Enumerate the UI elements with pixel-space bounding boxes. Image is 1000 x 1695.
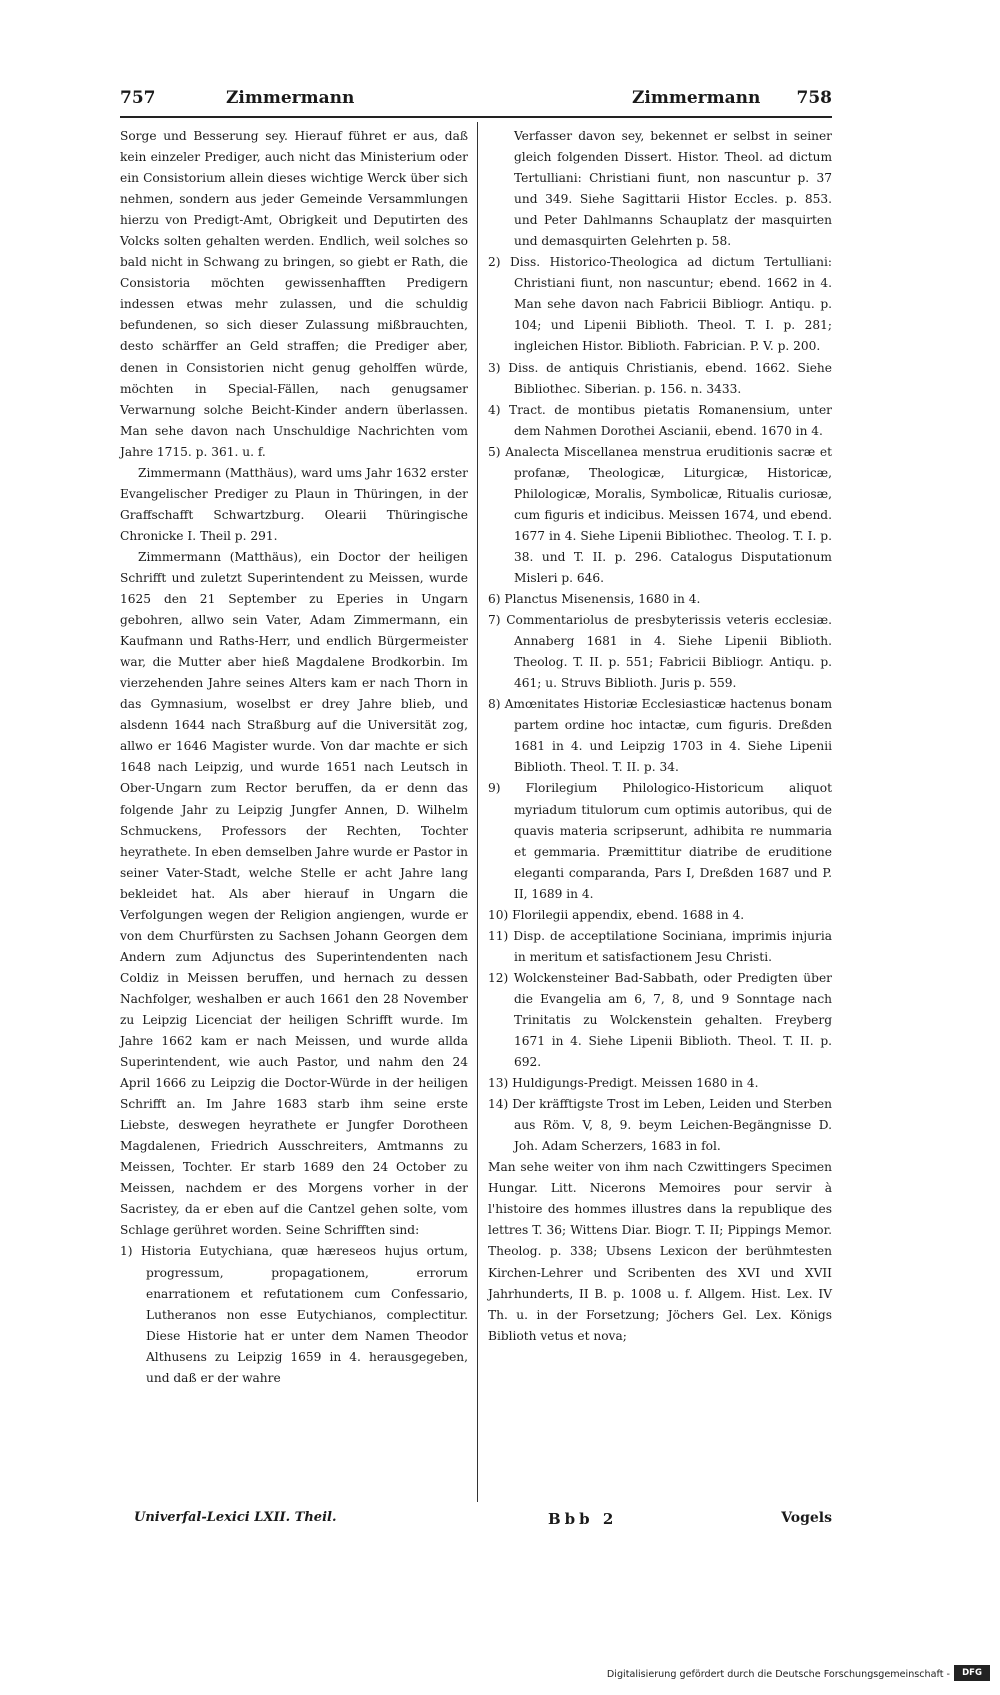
running-header	[120, 82, 832, 116]
page-number-right: 758	[796, 88, 832, 108]
paragraph: Zimmermann (Matthäus), ein Doctor der heiligen Schrifft und zuletzt Superintendent zu Meissen, wurde 1625 den 21 September zu Eperies in Ungarn gebohren, allwo sein Vater, Adam Zimmermann, ein Kaufmann und Raths-Herr, und endlich Bürgermeister war, die Mutter aber hieß Magdalene Brodkorbin. Im vierzehenden Jahre seines Alters kam er nach Thorn in das Gymnasium, woselbst er drey Jahre blieb, und alsdenn 1644 nach Straßburg auf die Universität zog, allwo er 1646 Magister wurde. Von dar machte er sich 1648 nach Leipzig, und wurde 1651 nach Leutsch in Ober-Ungarn zum Rector beruffen, da er denn das folgende Jahr zu Leipzig Jungfer Annen, D. Wilhelm Schmuckens, Professors der Rechten, Tochter heyrathete. In eben demselben Jahre wurde er Pastor in seiner Vater-Stadt, welche Stelle er acht Jahre lang bekleidet hat. Als aber hierauf in Ungarn die Verfolgungen wegen der Religion angiengen, wurde er von dem Churfürsten zu Sachsen Johann Georgen dem Andern zum Adjunctus des Superintendenten nach Coldiz in Meissen beruffen, und hernach zu dessen Nachfolger, weshalben er auch 1661 den 28 November zu Leipzig Licenciat der heiligen Schrifft wurde. Im Jahre 1662 kam er nach Meissen, und wurde allda Superintendent, wie auch Pastor, und nahm den 24 April 1666 zu Leipzig die Doctor-Würde in der heiligen Schrifft an. Im Jahre 1683 starb ihm seine erste Liebste, deswegen heyrathete er Jungfer Dorotheen Magdalenen, Friedrich Ausschreiters, Amtmanns zu Meissen, Tochter. Er starb 1689 den 24 October zu Meissen, nachdem er des Morgens vorher in der Sacristey, da er eben auf die Cantzel gehen solte, vom Schlage gerühret worden. Seine Schrifften sind:	[120, 549, 468, 1238]
bibliography-entry: 6) Planctus Misenensis, 1680 in 4.	[488, 592, 701, 607]
bibliography-entry: 5) Analecta Miscellanea menstrua eruditionis sacræ et profanæ, Theologicæ, Liturgicæ, Historicæ, Philologicæ, Moralis, Symbolicæ, Ritualis curiosæ, cum figuris et indicibus. Meissen 1674, und ebend. 1677 in 4. Siehe Lipenii Bibliothec. Theolog. T. I. p. 38. und T. II. p. 296. Catalogus Disputationum Misleri p. 646.	[488, 444, 832, 585]
bibliography-entry: 9) Florilegium Philologico-Historicum aliquot myriadum titulorum cum optimis autoribus, qui de quavis materia scripserunt, adhibita re nummaria et gemmaria. Præmittitur diatribe de eruditione eleganti comparanda, Pars I, Dreßden 1687 und P. II, 1689 in 4.	[488, 781, 832, 901]
right-column	[488, 126, 832, 1347]
dfg-logo-icon: DFG	[954, 1665, 990, 1681]
catchword: Vogels	[781, 1510, 832, 1526]
bibliography-entry: 3) Diss. de antiquis Christianis, ebend. 1662. Siehe Bibliothec. Siberian. p. 156. n. 3433.	[488, 360, 832, 396]
bibliography-entry: 1) Historia Eutychiana, quæ hæreseos hujus ortum, progressum, propagationem, errorum enarrationem et refutationem cum Confessario, Lutheranos non esse Eutychianos, complectitur. Diese Historie hat er unter dem Namen Theodor Althusens zu Leipzig 1659 in 4. herausgegeben, und daß er der wahre	[120, 1244, 468, 1385]
page-number-left: 757	[120, 88, 156, 108]
bibliography-entry: 11) Disp. de acceptilatione Sociniana, imprimis injuria in meritum et satisfactionem Jesu Christi.	[488, 928, 832, 964]
bibliography-entry: 12) Wolckensteiner Bad-Sabbath, oder Predigten über die Evangelia am 6, 7, 8, und 9 Sonntage nach Trinitatis zu Wolckenstein gehalten. Freyberg 1671 in 4. Siehe Lipenii Biblioth. Theol. T. II. p. 692.	[488, 970, 832, 1070]
bibliography-entry: 10) Florilegii appendix, ebend. 1688 in 4.	[488, 907, 745, 922]
paragraph: Sorge und Besserung sey. Hierauf führet er aus, daß kein einzeler Prediger, auch nicht das Ministerium oder ein Consistorium allein dieses wichtige Werck über sich nehmen, sondern aus jeder Gemeinde Versammlungen hierzu von Predigt-Amt, Obrigkeit und Deputirten des Volcks solten gehalten werden. Endlich, weil solches so bald nicht in Schwang zu bringen, so giebt er Rath, die Consistoria möchten gewissenhafften Predigern indessen etwas mehr zulassen, und die schuldig befundenen, so sich dieser Zulassung mißbrauchten, desto schärffer an Geld straffen; die Prediger aber, denen in Consistorien nicht genug geholffen würde, möchten in Special-Fällen, nach genugsamer Verwarnung solche Beicht-Kinder andern überlassen. Man sehe davon nach Unschuldige Nachrichten vom Jahre 1715. p. 361. u. f.	[120, 129, 468, 459]
header-rule	[120, 116, 832, 118]
bibliography-entry: 8) Amœnitates Historiæ Ecclesiasticæ hactenus bonam partem ordine hoc intactæ, cum figuris. Dreßden 1681 in 4. und Leipzig 1703 in 4. Siehe Lipenii Biblioth. Theol. T. II. p. 34.	[488, 697, 832, 775]
bibliography-entry: 2) Diss. Historico-Theologica ad dictum Tertulliani: Christiani fiunt, non nascuntur; ebend. 1662 in 4. Man sehe davon nach Fabricii Bibliogr. Antiqu. p. 104; und Lipenii Biblioth. Theol. T. I. p. 281; ingleichen Histor. Biblioth. Fabrician. P. V. p. 200.	[488, 255, 832, 354]
bibliography-entry: 13) Huldigungs-Predigt. Meissen 1680 in 4.	[488, 1076, 759, 1091]
paragraph: Man sehe weiter von ihm nach Czwittingers Specimen Hungar. Litt. Nicerons Memoires pour servir à l'histoire des hommes illustres dans la republique des lettres T. 36; Wittens Diar. Biogr. T. II; Pippings Memor. Theolog. p. 338; Ubsens Lexicon der berühmtesten Kirchen-Lehrer und Scribenten des XVI und XVII Jahrhunderts, II B. p. 1008 u. f. Allgem. Hist. Lex. IV Th. u. in der Forsetzung; Jöchers Gel. Lex. Königs Biblioth vetus et nova;	[488, 1160, 832, 1343]
paragraph: Verfasser davon sey, bekennet er selbst in seiner gleich folgenden Dissert. Histor. Theol. ad dictum Tertulliani: Christiani fiunt, non nascuntur p. 37 und 349. Siehe Sagittarii Histor Eccles. p. 853. und Peter Dahlmanns Schauplatz der masquirten und demasquirten Gelehrten p. 58.	[514, 129, 832, 249]
bibliography-entry: 4) Tract. de montibus pietatis Romanensium, unter dem Nahmen Dorothei Ascianii, ebend. 1670 in 4.	[488, 402, 832, 438]
volume-footer: Univerfal-Lexici LXII. Theil.	[134, 1510, 337, 1525]
book-page	[120, 82, 832, 1582]
left-column	[120, 126, 468, 1389]
digitization-credit: Digitalisierung gefördert durch die Deutsche Forschungsgemeinschaft -	[606, 1669, 950, 1680]
signature-mark: Bbb 2	[548, 1510, 618, 1528]
column-divider	[477, 122, 478, 1502]
running-title-right: Zimmermann	[632, 88, 761, 108]
paragraph: Zimmermann (Matthäus), ward ums Jahr 1632 erster Evangelischer Prediger zu Plaun in Thüringen, in der Graffschafft Schwartzburg. Olearii Thüringische Chronicke I. Theil p. 291.	[120, 465, 468, 543]
bibliography-entry: 7) Commentariolus de presbyterissis veteris ecclesiæ. Annaberg 1681 in 4. Siehe Lipenii Biblioth. Theolog. T. II. p. 551; Fabricii Bibliogr. Antiqu. p. 461; u. Struvs Biblioth. Juris p. 559.	[488, 613, 832, 691]
bibliography-entry: 14) Der kräfftigste Trost im Leben, Leiden und Sterben aus Röm. V, 8, 9. beym Leichen-Begängnisse D. Joh. Adam Scherzers, 1683 in fol.	[488, 1097, 832, 1154]
running-title-left: Zimmermann	[226, 88, 355, 108]
